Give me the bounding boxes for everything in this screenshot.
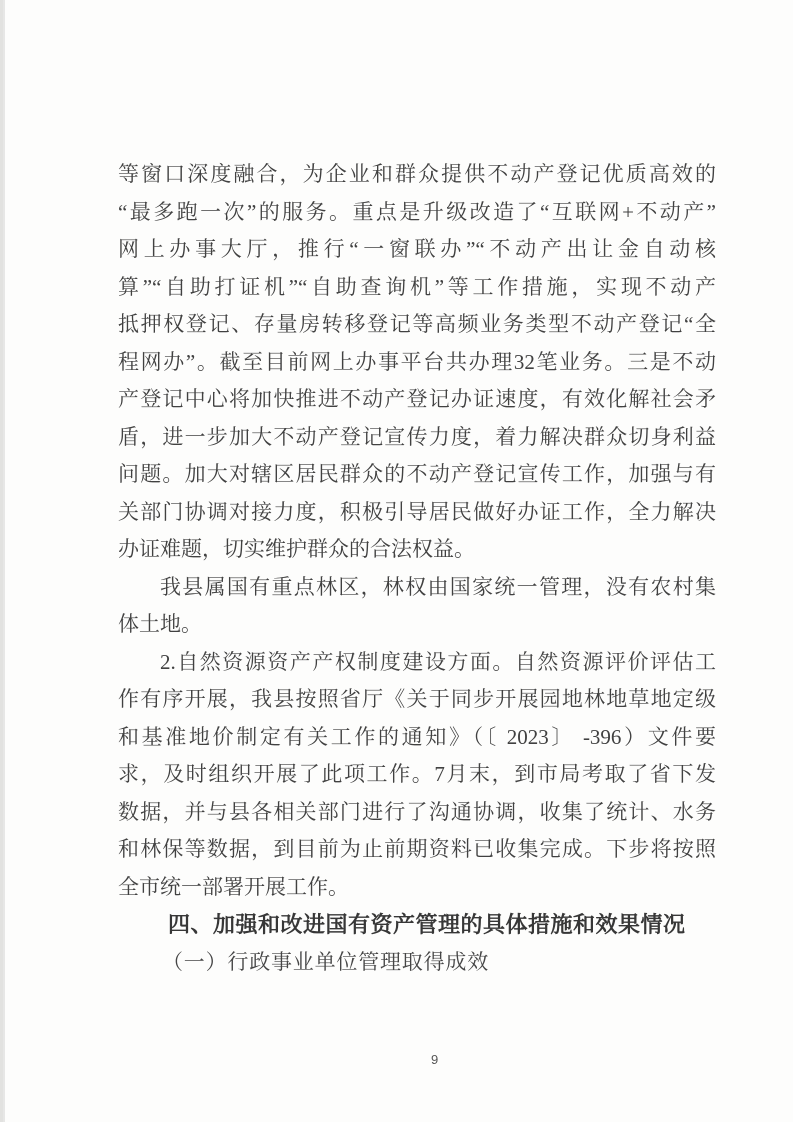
body-line: 产登记中心将加快推进不动产登记办证速度，有效化解社会矛 — [118, 387, 716, 411]
body-line: 网上办事大厅，推行“一窗联办”“不动产出让金自动核 — [118, 237, 716, 261]
section-heading: 四、加强和改进国有资产管理的具体措施和效果情况 — [168, 912, 686, 937]
body-line: 盾，进一步加大不动产登记宣传力度，着力解决群众切身利益 — [118, 424, 716, 449]
body-line: 数据，并与县各相关部门进行了沟通协调，收集了统计、水务 — [118, 799, 716, 824]
body-line: 办证难题，切实维护群众的合法权益。 — [118, 537, 475, 561]
body-line: 等窗口深度融合，为企业和群众提供不动产登记优质高效的 — [118, 162, 716, 186]
body-line: 问题。加大对辖区居民群众的不动产登记宣传工作，加强与有 — [118, 462, 716, 486]
scan-edge-artifact — [3, 0, 5, 1122]
page-number: 9 — [431, 1052, 439, 1067]
body-line: 2.自然资源资产产权制度建设方面。自然资源评价评估工 — [160, 649, 716, 674]
body-line: 算”“自助打证机”“自助查询机”等工作措施，实现不动产 — [118, 274, 716, 299]
body-line: 作有序开展，我县按照省厅《关于同步开展园地林地草地定级 — [118, 687, 716, 711]
body-line: 体土地。 — [118, 612, 202, 636]
subsection-heading: （一）行政事业单位管理取得成效 — [162, 949, 489, 974]
body-line: 关部门协调对接力度，积极引导居民做好办证工作，全力解决 — [118, 499, 716, 524]
body-line: 我县属国有重点林区，林权由国家统一管理，没有农村集 — [160, 574, 716, 599]
body-line: 程网办”。截至目前网上办事平台共办理32笔业务。三是不动 — [118, 349, 716, 374]
body-line: 全市统一部署开展工作。 — [118, 874, 349, 899]
document-body — [118, 156, 716, 981]
body-line: 和林保等数据，到目前为止前期资料已收集完成。下步将按照 — [118, 837, 716, 861]
body-line: “最多跑一次”的服务。重点是升级改造了“互联网+不动产” — [118, 199, 716, 224]
body-line: 求，及时组织开展了此项工作。7月末，到市局考取了省下发 — [118, 762, 716, 786]
body-line: 和基准地价制定有关工作的通知》（〔 2023〕 -396）文件要 — [118, 724, 716, 749]
body-line: 抵押权登记、存量房转移登记等高频业务类型不动产登记“全 — [118, 312, 716, 336]
